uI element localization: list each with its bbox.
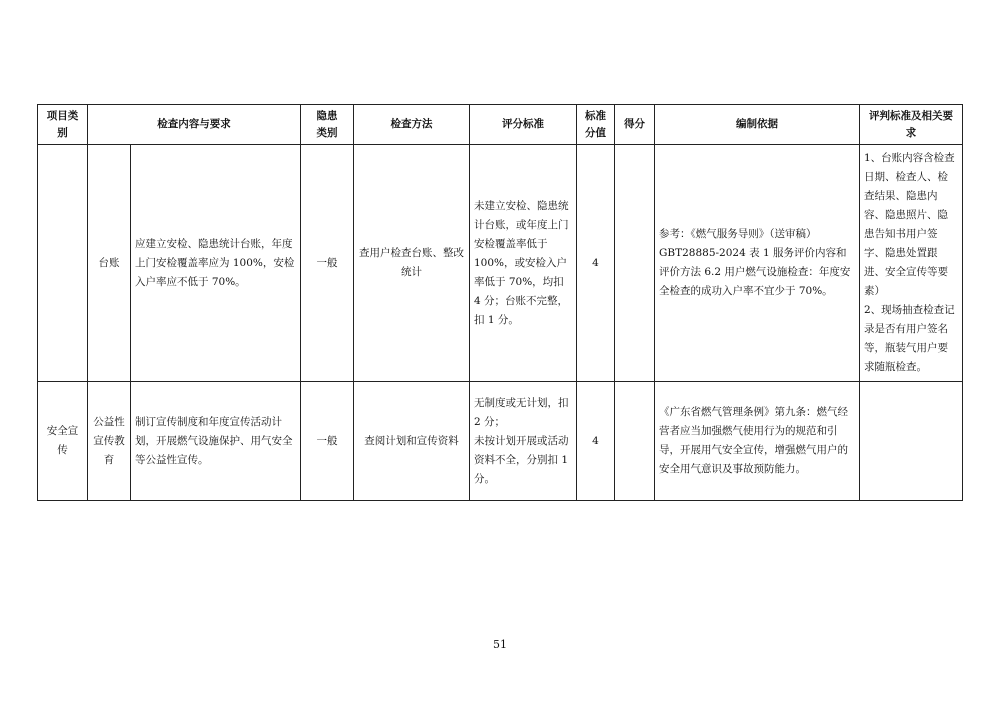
row1-category bbox=[38, 145, 88, 382]
header-hazard bbox=[301, 105, 354, 145]
row2-subitem-line3: 育 bbox=[103, 453, 115, 466]
header-criteria: 评判标准及相关要求 bbox=[860, 105, 963, 145]
header-std-score bbox=[577, 105, 615, 145]
header-scoring: 评分标准 bbox=[470, 105, 577, 145]
row2-scoring-2: 未按计划开展或活动资料不全，分别扣 1 分。 bbox=[474, 434, 569, 485]
table-row bbox=[38, 145, 963, 382]
header-category: 项目类别 bbox=[38, 105, 88, 145]
row1-scoring: 未建立安检、隐患统计台账，或年度上门安检覆盖率低于 100%，或安检入户率低于 70%，均扣 4 分；台账不完整，扣 1 分。 bbox=[470, 145, 577, 382]
row1-standard-score: 4 bbox=[577, 145, 615, 382]
row2-category: 安全宣传 bbox=[38, 382, 88, 501]
inspection-table bbox=[37, 104, 963, 501]
header-std-line2: 分值 bbox=[585, 126, 606, 139]
row2-standard-score: 4 bbox=[577, 382, 615, 501]
row2-method: 查阅计划和宣传资料 bbox=[354, 382, 470, 501]
row2-scoring-1: 无制度或无计划，扣 2 分； bbox=[474, 396, 569, 428]
row2-basis: 《广东省燃气管理条例》第九条：燃气经营者应当加强燃气使用行为的规范和引导，开展用气安全宣传，增强燃气用户的安全用气意识及事故预防能力。 bbox=[655, 382, 860, 501]
row1-criteria-1: 1、台账内容含检查日期、检查人、检查结果、隐患内容、隐患照片、隐患告知书用户签字、隐患处置跟进、安全宣传等要素） bbox=[864, 152, 955, 297]
row1-criteria bbox=[860, 145, 963, 382]
row2-subitem-line1: 公益性 bbox=[93, 415, 125, 428]
row2-hazard: 一般 bbox=[301, 382, 354, 501]
row2-scoring bbox=[470, 382, 577, 501]
row1-method: 查用户检查台账、整改统计 bbox=[354, 145, 470, 382]
row1-score bbox=[615, 145, 655, 382]
page-number: 51 bbox=[493, 638, 507, 651]
header-hazard-line1: 隐患 bbox=[316, 109, 338, 122]
row1-basis: 参考：《燃气服务导则》（送审稿）GBT28885-2024 表 1 服务评价内容和评价方法 6.2 用户燃气设施检查：年度安全检查的成功入户率不宜少于 70%。 bbox=[655, 145, 860, 382]
row2-subitem bbox=[88, 382, 131, 501]
row1-requirement: 应建立安检、隐患统计台账，年度上门安检覆盖率应为 100%，安检入户率应不低于 70%。 bbox=[131, 145, 301, 382]
header-basis: 编制依据 bbox=[655, 105, 860, 145]
row1-subitem: 台账 bbox=[88, 145, 131, 382]
header-content: 检查内容与要求 bbox=[88, 105, 301, 145]
header-score: 得分 bbox=[615, 105, 655, 145]
row1-criteria-2: 2、现场抽查检查记录是否有用户签名等，瓶装气用户要求随瓶检查。 bbox=[864, 304, 955, 373]
header-row bbox=[38, 105, 963, 145]
header-hazard-line2: 类别 bbox=[316, 126, 338, 139]
header-std-line1: 标准 bbox=[585, 109, 606, 122]
row1-hazard: 一般 bbox=[301, 145, 354, 382]
row2-subitem-line2: 宣传教 bbox=[93, 434, 125, 447]
row2-requirement: 制订宣传制度和年度宣传活动计划，开展燃气设施保护、用气安全等公益性宣传。 bbox=[131, 382, 301, 501]
table-row bbox=[38, 382, 963, 501]
row2-criteria bbox=[860, 382, 963, 501]
header-method: 检查方法 bbox=[354, 105, 470, 145]
row2-score bbox=[615, 382, 655, 501]
